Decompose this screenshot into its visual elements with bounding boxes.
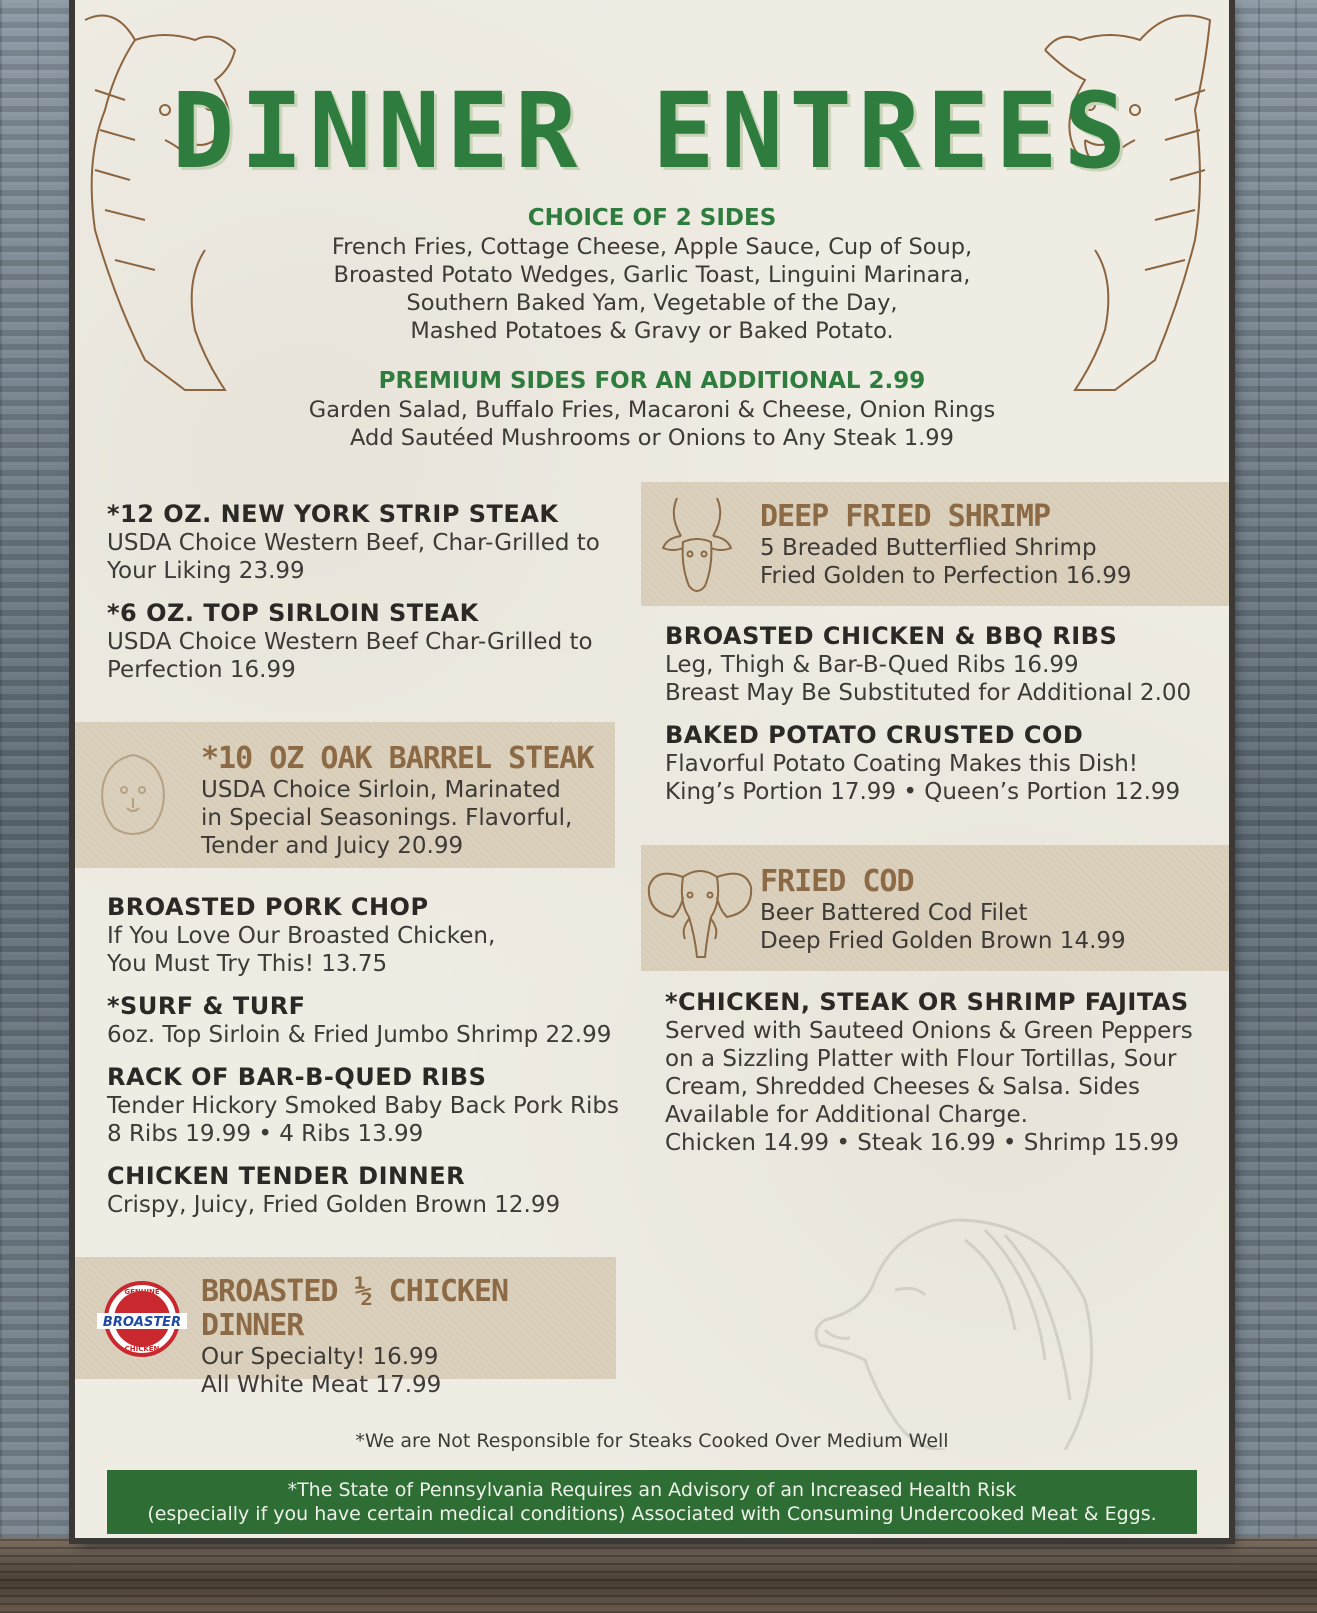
item-desc: Leg, Thigh & Bar-B-Qued Ribs 16.99	[665, 652, 1079, 678]
menu-item	[107, 1162, 637, 1219]
premium-heading: PREMIUM SIDES FOR AN ADDITIONAL 2.99	[378, 368, 926, 394]
right-column-mid	[665, 622, 1225, 820]
lion-icon	[97, 750, 169, 840]
box-desc: 5 Breaded Butterflied Shrimp	[760, 535, 1097, 561]
menu-item	[665, 622, 1225, 707]
menu-item	[107, 599, 617, 684]
item-desc: If You Love Our Broasted Chicken,	[107, 923, 496, 949]
item-name: CHICKEN TENDER DINNER	[107, 1162, 466, 1190]
item-desc: You Must Try This! 13.75	[107, 951, 388, 977]
box-title: DEEP FRIED SHRIMP	[760, 499, 1051, 534]
box-desc: All White Meat 17.99	[201, 1372, 442, 1398]
item-desc: Breast May Be Substituted for Additional 2.00	[665, 680, 1192, 706]
broaster-logo	[97, 1279, 187, 1359]
advisory-line: (especially if you have certain medical conditions) Associated with Consuming Undercooked Meat & Eggs.	[147, 1503, 1157, 1525]
item-name: BAKED POTATO CRUSTED COD	[665, 721, 1084, 749]
item-desc: Crispy, Juicy, Fried Golden Brown 12.99	[107, 1192, 561, 1218]
advisory-line: *The State of Pennsylvania Requires an Advisory of an Increased Health Risk	[287, 1479, 1017, 1501]
left-column-top	[107, 500, 617, 698]
premium-line: Garden Salad, Buffalo Fries, Macaroni & Cheese, Onion Rings	[308, 397, 996, 423]
logo-text: BROASTER	[102, 1315, 182, 1330]
left-column-bottom	[107, 893, 637, 1233]
box-desc: Beer Battered Cod Filet	[760, 900, 1028, 926]
box-desc: in Special Seasonings. Flavorful,	[201, 805, 573, 831]
logo-top-text: GENUINE	[124, 1288, 160, 1296]
item-name: RACK OF BAR-B-QUED RIBS	[107, 1063, 487, 1091]
box-desc: USDA Choice Sirloin, Marinated	[201, 777, 561, 803]
page-title: DINNER ENTREES	[171, 70, 1133, 192]
premium-list	[75, 396, 1229, 452]
menu-page	[75, 0, 1229, 1538]
box-title: BROASTED ½ CHICKEN DINNER	[201, 1274, 509, 1343]
item-name: *12 OZ. NEW YORK STRIP STEAK	[107, 500, 559, 528]
health-advisory-banner	[107, 1470, 1197, 1534]
shrimp-box	[641, 482, 1229, 606]
broasted-chicken-box	[75, 1257, 616, 1398]
item-name: BROASTED CHICKEN & BBQ RIBS	[665, 622, 1118, 650]
item-desc: USDA Choice Western Beef Char-Grilled to	[107, 629, 593, 655]
menu-item	[107, 992, 637, 1049]
elephant-icon	[645, 857, 755, 961]
steak-disclaimer: *We are Not Responsible for Steaks Cooked Over Medium Well	[355, 1430, 949, 1452]
wood-background-bottom	[0, 1538, 1317, 1613]
item-desc: Flavorful Potato Coating Makes this Dish!	[665, 751, 1139, 777]
item-desc: Cream, Shredded Cheeses & Salsa. Sides	[665, 1074, 1140, 1100]
sides-line: French Fries, Cottage Cheese, Apple Sauce, Cup of Soup,	[331, 234, 973, 260]
fajitas-item	[665, 988, 1225, 1157]
item-desc: Served with Sauteed Onions & Green Peppers	[665, 1018, 1193, 1044]
item-desc: Tender Hickory Smoked Baby Back Pork Ribs	[107, 1093, 620, 1119]
oak-barrel-box	[75, 722, 615, 868]
antelope-icon	[659, 496, 735, 598]
sides-line: Mashed Potatoes & Gravy or Baked Potato.	[410, 318, 894, 344]
item-desc: 8 Ribs 19.99 • 4 Ribs 13.99	[107, 1121, 424, 1147]
item-name: *SURF & TURF	[107, 992, 306, 1020]
item-name: BROASTED PORK CHOP	[107, 893, 429, 921]
item-name: *6 OZ. TOP SIRLOIN STEAK	[107, 599, 479, 627]
sides-line: Southern Baked Yam, Vegetable of the Day,	[406, 290, 898, 316]
item-desc: Perfection 16.99	[107, 657, 296, 683]
item-desc: King’s Portion 17.99 • Queen’s Portion 12.99	[665, 779, 1181, 805]
item-desc: USDA Choice Western Beef, Char-Grilled to	[107, 530, 600, 556]
item-desc: Available for Additional Charge.	[665, 1102, 1028, 1128]
sides-heading: CHOICE OF 2 SIDES	[527, 205, 777, 231]
item-desc: Your Liking 23.99	[107, 558, 305, 584]
box-desc: Tender and Juicy 20.99	[201, 833, 464, 859]
box-title: FRIED COD	[760, 864, 914, 899]
box-desc: Our Specialty! 16.99	[201, 1344, 439, 1370]
item-desc: Chicken 14.99 • Steak 16.99 • Shrimp 15.99	[665, 1130, 1179, 1156]
menu-item	[107, 500, 617, 585]
sides-line: Broasted Potato Wedges, Garlic Toast, Linguini Marinara,	[333, 262, 971, 288]
sides-list	[75, 233, 1229, 345]
item-name: *CHICKEN, STEAK OR SHRIMP FAJITAS	[665, 988, 1189, 1016]
premium-line: Add Sautéed Mushrooms or Onions to Any Steak 1.99	[350, 425, 954, 451]
menu-item	[107, 1063, 637, 1148]
fried-cod-box	[641, 845, 1229, 971]
item-desc: on a Sizzling Platter with Flour Tortillas, Sour	[665, 1046, 1177, 1072]
menu-item	[107, 893, 637, 978]
logo-bottom-text: CHICKEN	[124, 1345, 160, 1353]
lion-watermark	[805, 1200, 1105, 1450]
box-desc: Fried Golden to Perfection 16.99	[760, 563, 1132, 589]
box-title: *10 OZ OAK BARREL STEAK	[201, 741, 594, 776]
item-desc: 6oz. Top Sirloin & Fried Jumbo Shrimp 22.99	[107, 1022, 612, 1048]
box-desc: Deep Fried Golden Brown 14.99	[760, 928, 1126, 954]
menu-item	[665, 721, 1225, 806]
